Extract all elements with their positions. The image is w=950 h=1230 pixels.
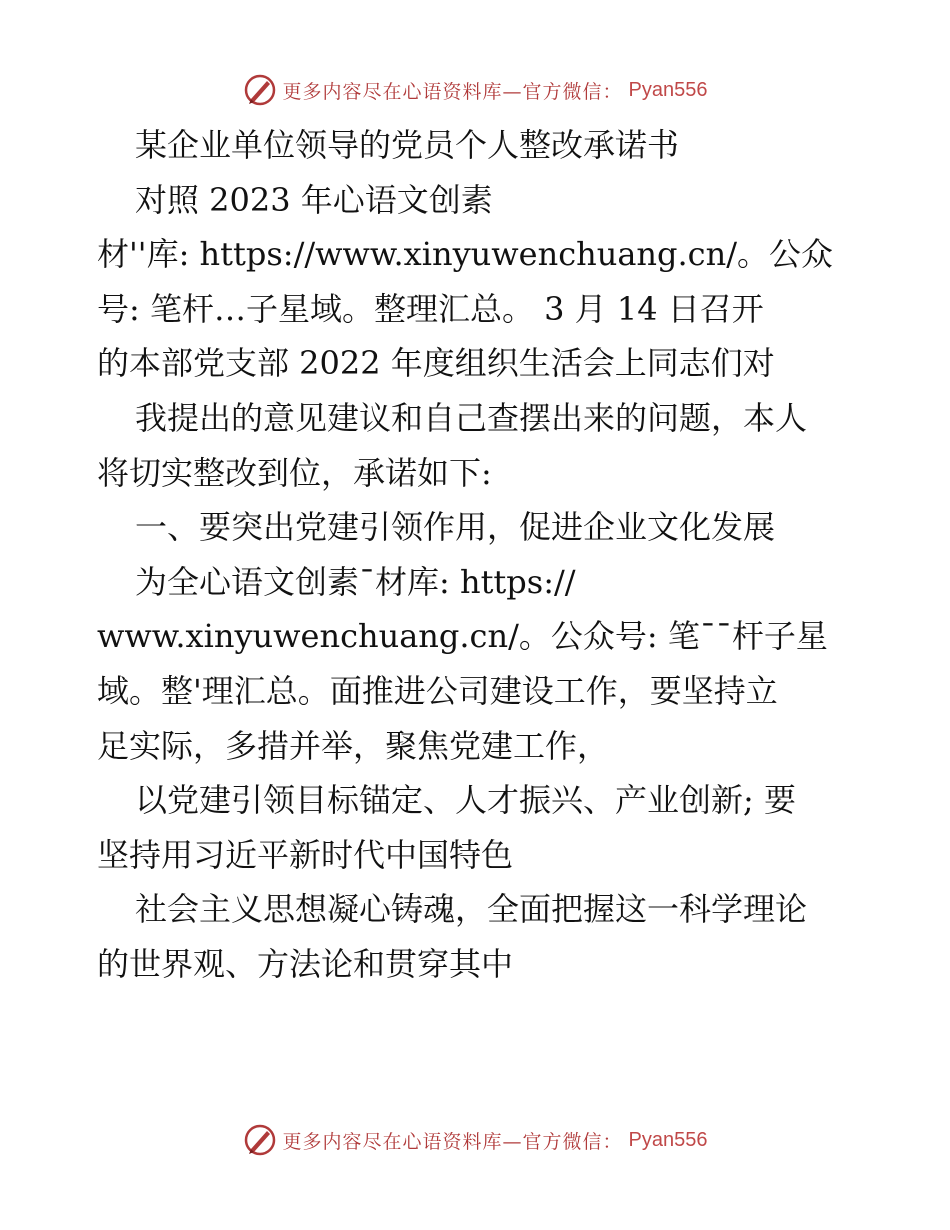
text-line: 将切实整改到位，承诺如下: (97, 453, 492, 492)
document-title: 某企业单位领导的党员个人整改承诺书 (135, 126, 680, 164)
watermark-text: 更多内容尽在心语资料库—官方微信： (282, 80, 623, 103)
header-watermark (0, 70, 950, 110)
section-heading: 一、要突出党建引领作用，促进企业文化发展 (135, 508, 776, 547)
document-body (97, 118, 857, 992)
text-line: 号: 笔杆…子星域。整理汇总。 3 月 14 日召开 (97, 289, 764, 328)
text-line: 的世界观、方法论和贯穿其中 (97, 944, 514, 983)
text-line: 域。整'理汇总。面推进公司建设工作，要坚持立 (97, 671, 778, 710)
text-line: 社会主义思想凝心铸魂，全面把握这一科学理论 (135, 890, 808, 929)
pen-logo-icon (243, 1123, 277, 1157)
pen-logo-icon (243, 73, 277, 107)
footer-watermark (0, 1120, 950, 1160)
text-line: www.xinyuwenchuang.cn/。公众号: 笔¯¯杆子星 (97, 617, 828, 656)
watermark-wechat-id: Pyan556 (628, 1128, 708, 1151)
text-line: 我提出的意见建议和自己查摆出来的问题，本人 (135, 398, 808, 437)
text-line: 为全心语文创素¯材库: https:// (135, 562, 576, 601)
text-line: 足实际，多措并举，聚焦党建工作， (97, 726, 610, 765)
watermark-text: 更多内容尽在心语资料库—官方微信： (282, 1130, 623, 1153)
text-line: 坚持用习近平新时代中国特色 (97, 835, 514, 874)
text-line: 材''库: https://www.xinyuwenchuang.cn/。公众 (97, 235, 833, 274)
watermark-wechat-id: Pyan556 (628, 78, 708, 101)
text-line: 对照 2023 年心语文创素 (135, 180, 493, 219)
text-line: 以党建引领目标锚定、人才振兴、产业创新; 要 (135, 781, 796, 820)
text-line: 的本部党支部 2022 年度组织生活会上同志们对 (97, 344, 775, 383)
